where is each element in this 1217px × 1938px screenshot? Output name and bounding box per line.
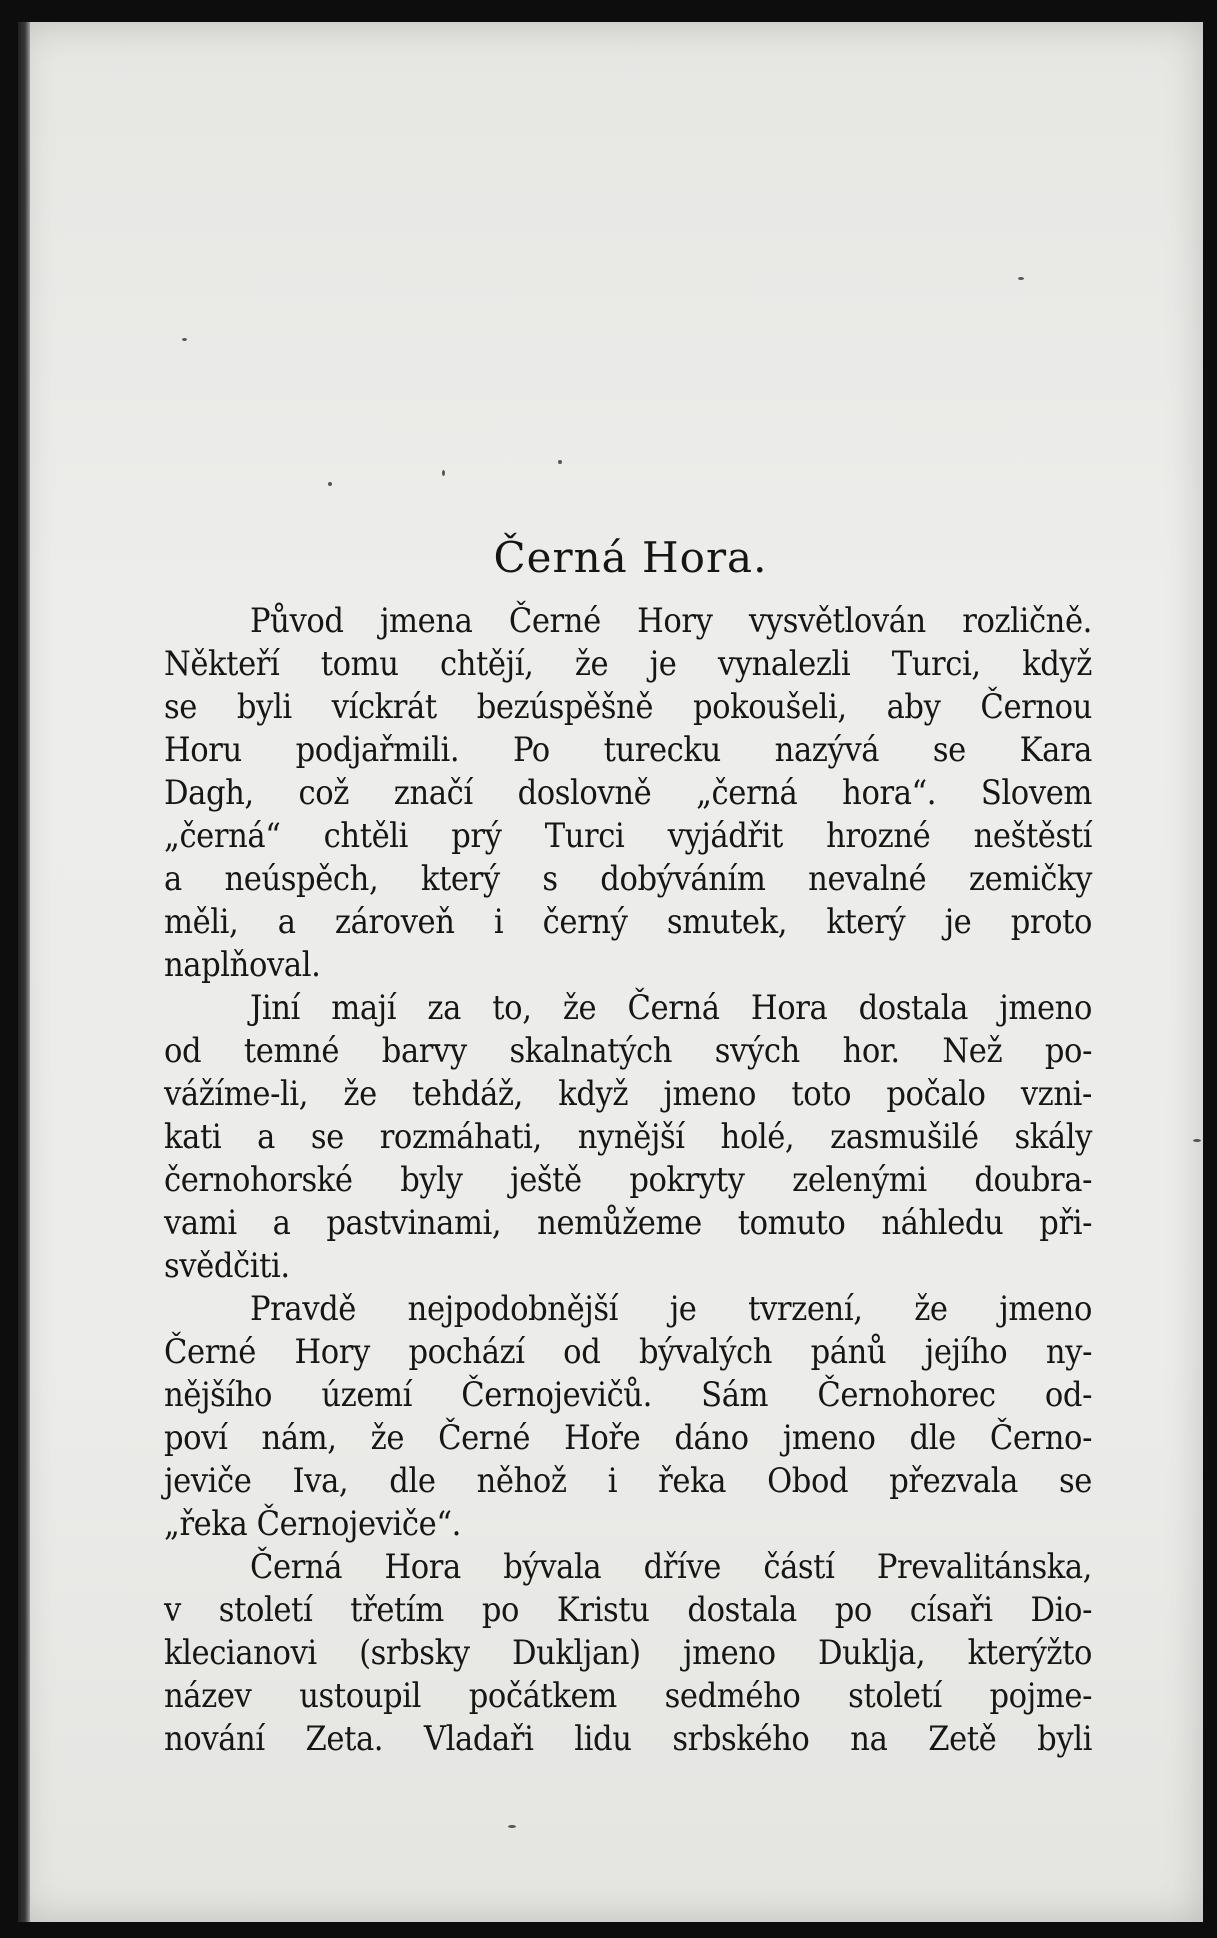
text-line: černohorské byly ještě pokryty zelenými doubra- [164, 1160, 1092, 1200]
text-line: název ustoupil počátkem sedmého století pojme- [164, 1676, 1092, 1716]
text-line: svědčiti. [164, 1246, 290, 1286]
text-line: nování Zeta. Vladaři lidu srbského na Zetě byli [164, 1719, 1092, 1759]
text-line: „řeka Černojeviče“. [164, 1504, 461, 1544]
text-line: vážíme-li, že tehdáž, když jmeno toto počalo vzni- [164, 1074, 1092, 1114]
ink-speck [442, 470, 445, 476]
ink-speck [182, 338, 187, 341]
page-title: Černá Hora. [493, 533, 768, 582]
text-line: kati a se rozmáhati, nynější holé, zasmušilé skály [164, 1117, 1092, 1157]
text-line: poví nám, že Černé Hoře dáno jmeno dle Černo- [164, 1418, 1092, 1458]
text-line: v století třetím po Kristu dostala po císaři Dio- [164, 1590, 1092, 1630]
ink-speck [508, 1825, 516, 1828]
body-text [164, 600, 1092, 1761]
text-line: Černá Hora bývala dříve částí Prevalitánska, [250, 1547, 1092, 1587]
binding-edge [18, 22, 30, 1922]
text-line: jeviče Iva, dle něhož i řeka Obod přezvala se [164, 1461, 1092, 1501]
text-line: nějšího území Černojevičů. Sám Černohorec od- [164, 1375, 1092, 1415]
text-line: se byli víckrát bezúspěšně pokoušeli, aby Černou [164, 687, 1092, 727]
text-line: měli, a zároveň i černý smutek, který je proto [164, 902, 1092, 942]
text-line: Pravdě nejpodobnější je tvrzení, že jmeno [250, 1289, 1092, 1329]
text-line: Jiní mají za to, že Černá Hora dostala jmeno [250, 988, 1092, 1028]
ink-speck [1018, 277, 1024, 280]
text-line: Horu podjařmili. Po turecku nazývá se Kara [164, 730, 1092, 770]
text-line: vami a pastvinami, nemůžeme tomuto náhledu při- [164, 1203, 1092, 1243]
text-line: od temné barvy skalnatých svých hor. Než po- [164, 1031, 1092, 1071]
text-line: Dagh, což značí doslovně „černá hora“. Slovem [164, 773, 1092, 813]
text-line: klecianovi (srbsky Dukljan) jmeno Duklja, kterýžto [164, 1633, 1092, 1673]
text-line: a neúspěch, který s dobýváním nevalné zemičky [164, 859, 1092, 899]
text-line: Někteří tomu chtějí, že je vynalezli Turci, když [164, 644, 1092, 684]
ink-speck [1193, 1139, 1201, 1142]
ink-speck [558, 460, 562, 464]
text-line: „černá“ chtěli prý Turci vyjádřit hrozné neštěstí [164, 816, 1092, 856]
ink-speck [328, 482, 332, 486]
text-line: naplňoval. [164, 945, 321, 985]
text-line: Původ jmena Černé Hory vysvětlován rozličně. [250, 601, 1092, 641]
text-line: Černé Hory pochází od bývalých pánů jejího ny- [164, 1332, 1092, 1372]
